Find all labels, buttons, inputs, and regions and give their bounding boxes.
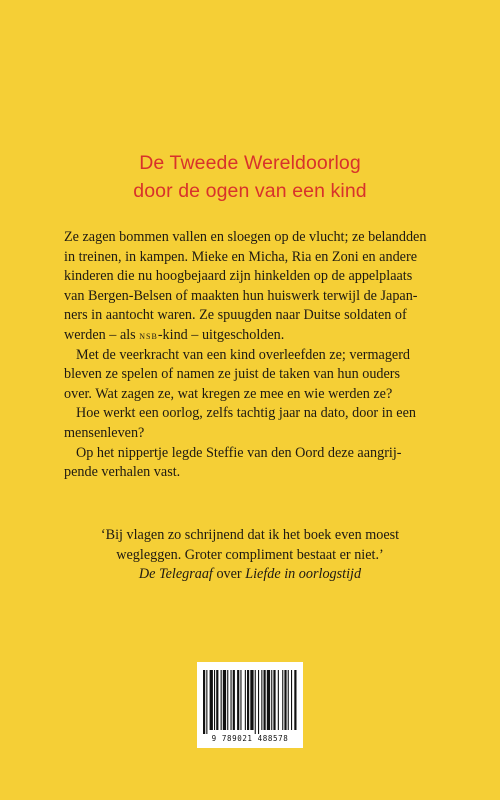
isbn-number: 9 789021 488578	[211, 734, 289, 743]
blurb-text	[64, 228, 444, 483]
barcode-bar	[223, 670, 226, 730]
barcode-bar	[271, 670, 272, 730]
blurb-text-fragment: werden – als	[64, 326, 140, 343]
barcode-bar	[258, 670, 259, 734]
barcode-bar	[237, 670, 239, 730]
barcode-bar	[203, 670, 205, 734]
blurb-p1-line: kinderen die nu hoogbejaard zijn hinkelden op de appelplaats	[64, 268, 413, 285]
barcode-bar	[264, 670, 266, 730]
headline	[0, 149, 500, 205]
barcode-bar	[231, 670, 232, 730]
blurb-p3-line: Hoe werkt een oorlog, zelfs tachtig jaar na dato, door in een	[76, 405, 416, 422]
barcode-bar	[206, 670, 207, 734]
quote-source-newspaper: De Telegraaf	[138, 566, 213, 583]
blurb-p2-line: Met de veerkracht van een kind overleefden ze; vermagerd	[76, 346, 411, 363]
headline-line-2: door de ogen van een kind	[133, 180, 367, 202]
barcode-bar	[245, 670, 246, 730]
barcode-bar	[284, 670, 286, 730]
barcode-bar	[221, 670, 222, 730]
barcode-bar	[250, 670, 253, 730]
barcode-bar	[255, 670, 256, 734]
quote-source-book: Liefde in oorlogstijd	[245, 566, 362, 583]
quote-source-connector: over	[212, 566, 246, 583]
blurb-p2-line: over. Wat zagen ze, wat kregen ze mee en wie werden ze?	[64, 385, 393, 402]
barcode-bar	[216, 670, 218, 730]
barcode-bar	[227, 670, 228, 730]
blurb-p1-last-line	[64, 326, 444, 346]
quote-line: wegleggen. Groter compliment bestaat er niet.’	[116, 546, 384, 563]
blurb-text-fragment: -kind – uitgescholden.	[157, 326, 285, 343]
blurb-p1-line: Ze zagen bommen vallen en sloegen op de vlucht; ze belandden	[64, 229, 427, 245]
barcode-bar	[267, 670, 270, 730]
quote-attribution	[0, 565, 500, 585]
barcode-bar	[240, 670, 241, 730]
barcode-bar	[278, 670, 279, 730]
quote-line: ‘Bij vlagen zo schrijnend dat ik het boek even moest	[100, 527, 400, 543]
barcode-bar	[282, 670, 283, 730]
headline-line-1: De Tweede Wereldoorlog	[139, 152, 361, 174]
barcode-bar	[210, 670, 213, 730]
barcode-bar	[273, 670, 275, 730]
isbn-barcode	[197, 662, 303, 748]
barcode-bar	[288, 670, 289, 730]
blurb-p2-line: bleven ze spelen of namen ze juist de taken van hun ouders	[64, 366, 401, 383]
barcode-bar	[214, 670, 215, 730]
barcode-bar	[261, 670, 262, 730]
review-quote	[0, 526, 500, 585]
nsb-abbreviation: nsb	[139, 327, 158, 342]
blurb-p1-line: van Bergen-Belsen of maakten hun huiswerk terwijl de Japan-	[64, 287, 418, 304]
blurb-p4-line: pende verhalen vast.	[64, 464, 181, 481]
barcode-bar	[291, 670, 292, 730]
barcode-bar	[233, 670, 235, 730]
blurb-p4-line: Op het nippertje legde Steffie van den Oord deze aangrij-	[76, 444, 402, 461]
blurb-p3-line: mensenleven?	[64, 424, 145, 441]
blurb-p1-line: in treinen, in kampen. Mieke en Micha, Ria en Zoni en andere	[64, 248, 417, 265]
barcode-bar	[294, 670, 296, 730]
barcode-bar	[247, 670, 249, 730]
blurb-p1-line: ners in aantocht waren. Ze spuugden naar Duitse soldaten of	[64, 307, 407, 324]
